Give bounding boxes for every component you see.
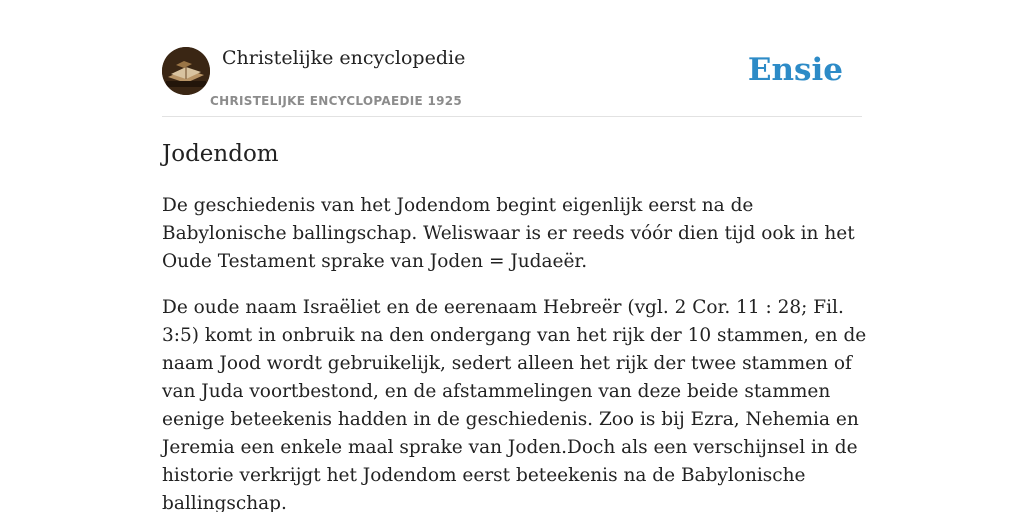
encyclopedia-subtitle[interactable]: CHRISTELIJKE ENCYCLOPAEDIE 1925 (210, 94, 463, 108)
article-body (162, 192, 868, 512)
encyclopedia-avatar[interactable] (162, 47, 210, 95)
article-paragraph: De geschiedenis van het Jodendom begint eigenlijk eerst na de Babylonische ballingschap. Weliswaar is er reeds vóór dien tijd ook in het Oude Testament sprake van Joden = Judaeër. (162, 195, 855, 272)
site-header (162, 46, 862, 117)
open-book-icon (162, 47, 210, 95)
site-title[interactable]: Christelijke encyclopedie (222, 47, 466, 69)
article-paragraph: De oude naam Israëliet en de eerenaam Hebreër (vgl. 2 Cor. 11 : 28; Fil. 3:5) komt in onbruik na den ondergang van het rijk der 10 stammen, en de naam Jood wordt gebruikelijk, sedert alleen het rijk der twee stammen of van Juda voortbestond, en de afstammelingen van deze beide stammen eenige beteekenis hadden in de geschiedenis. Zoo is bij Ezra, Nehemia en Jeremia een enkele maal sprake van Joden.Doch als een verschijnsel in de historie verkrijgt het Jodendom eerst beteekenis na de Babylonische ballingschap. (162, 297, 867, 512)
article-title: Jodendom (162, 141, 279, 167)
ensie-logo[interactable]: Ensie (747, 52, 843, 88)
